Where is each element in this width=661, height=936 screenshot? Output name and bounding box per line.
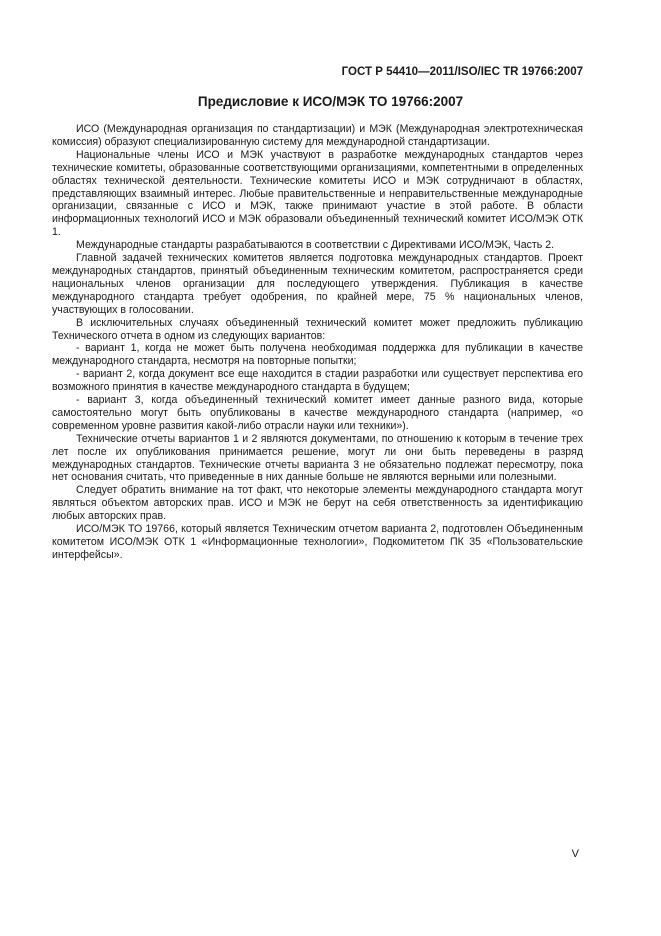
- paragraph-review: Технические отчеты вариантов 1 и 2 являются документами, по отношению к которым в течение трех лет после их опубликования принимается решение, могут ли они быть переведены в разряд международных стандартов. Технические отчеты варианта 3 не обязательно подлежат пересмотру, пока нет основания считать, что приведенные в них данные больше не являются верными или полезными.: [52, 432, 583, 484]
- paragraph-main-task: Главной задачей технических комитетов является подготовка международных стандартов. Проект международных стандартов, принятый объединенным техническим комитетом, распространяется среди национальных членов организации для последующего утверждения. Публикация в качестве международного стандарта требует одобрения, по крайней мере, 75 % национальных членов, участвующих в голосовании.: [52, 252, 583, 316]
- paragraph-copyright: Следует обратить внимание на тот факт, что некоторые элементы международного стандарта могут являться объектом авторских прав. ИСО и МЭК не берут на себя ответственность за идентификацию любых авторских прав.: [52, 484, 583, 523]
- page-number: V: [571, 848, 579, 860]
- section-title: Предисловие к ИСО/МЭК ТО 19766:2007: [197, 94, 464, 109]
- list-item-variant-1: - вариант 1, когда не может быть получена необходимая поддержка для публикации в качестве международного стандарта, несмотря на повторные попытки;: [52, 342, 583, 368]
- foreword-body: [52, 123, 583, 562]
- list-item-variant-2: - вариант 2, когда документ все еще находится в стадии разработки или существует перспектива его возможного принятия в качестве международного стандарта в будущем;: [52, 368, 583, 394]
- paragraph-prepared-by: ИСО/МЭК ТО 19766, который является Техническим отчетом варианта 2, подготовлен Объединенным комитетом ИСО/МЭК ОТК 1 «Информационные технологии», Подкомитетом ПК 35 «Пользовательские интерфейсы».: [52, 523, 583, 561]
- paragraph-directives: Международные стандарты разрабатываются в соответствии с Директивами ИСО/МЭК, Часть 2.: [76, 239, 555, 252]
- paragraph-national-members: Национальные члены ИСО и МЭК участвуют в разработке международных стандартов через технические комитеты, образованные соответствующими организациями, компетентными в определенных областях технической деятельности. Технические комитеты ИСО и МЭК сотрудничают в областях, представляющих взаимный интерес. Любые правительственные и неправительственные международные организации, связанные с ИСО и МЭК, также принимают участие в этой работе. В области информационных технологий ИСО и МЭК образовали объединенный технический комитет ИСО/МЭК ОТК 1.: [52, 148, 583, 239]
- paragraph-exceptional-cases: В исключительных случаях объединенный технический комитет может предложить публикацию Технического отчета в одном из следующих вариантов:: [52, 316, 583, 342]
- list-item-variant-3: - вариант 3, когда объединенный технический комитет имеет данные разного вида, которые самостоятельно могут быть опубликованы в качестве международного стандарта (например, «о современном уровне развития какой-либо отрасли науки или техники»).: [52, 394, 583, 432]
- paragraph-iso-iec-intro: ИСО (Международная организация по стандартизации) и МЭК (Международная электротехническая комиссия) образуют специализированную систему для международной стандартизации.: [52, 123, 583, 148]
- document-header-id: ГОСТ Р 54410—2011/ISO/IEC TR 19766:2007: [341, 66, 583, 78]
